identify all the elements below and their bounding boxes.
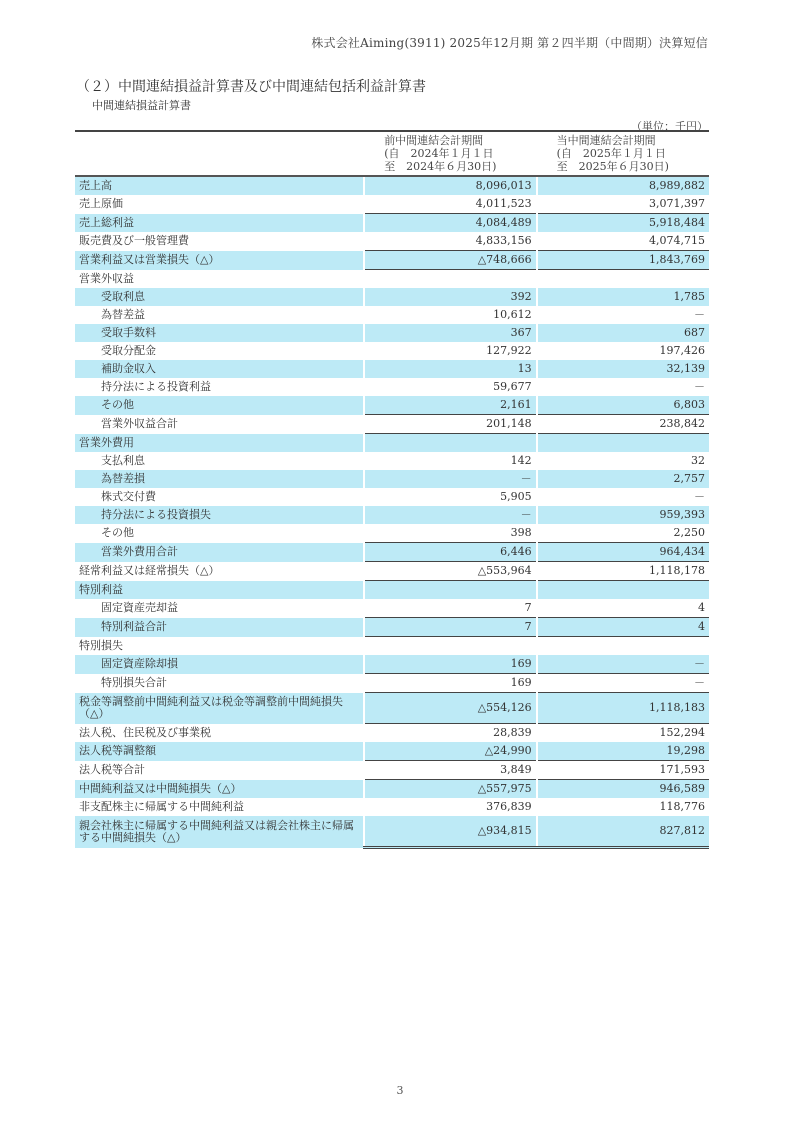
table-header-row	[75, 131, 709, 176]
prior-value: 3,849	[364, 761, 536, 780]
table-row	[75, 378, 709, 396]
row-label: その他	[75, 396, 364, 415]
table-row-subtotal	[75, 415, 709, 434]
row-label: 販売費及び一般管理費	[79, 234, 189, 248]
prior-value: 2,161	[364, 396, 536, 415]
row-label: 為替差益	[101, 308, 145, 321]
prior-value: 142	[364, 452, 536, 470]
header-prior-period	[364, 131, 536, 176]
prior-period-to: 至 2024年６月30日)	[384, 160, 497, 173]
unit-label: （単位：千円）	[631, 120, 708, 133]
prior-value: △553,964	[364, 562, 536, 581]
current-value: 2,757	[537, 470, 709, 488]
current-value: －	[537, 306, 709, 324]
table-row-subtotal	[75, 674, 709, 693]
current-period-to: 至 2025年６月30日)	[556, 160, 669, 173]
page-number: 3	[396, 1084, 404, 1097]
current-value: 959,393	[537, 506, 709, 524]
row-label: 為替差損	[75, 470, 364, 488]
table-row	[75, 798, 709, 816]
row-label: 特別損失	[79, 638, 123, 652]
row-label: 持分法による投資損失	[75, 506, 364, 524]
table-row	[75, 693, 709, 724]
row-label: 固定資産売却益	[101, 601, 178, 615]
current-value	[537, 434, 709, 453]
row-label: 受取利息	[75, 288, 364, 306]
table-row	[75, 742, 709, 761]
row-label: 税金等調整前中間純利益又は税金等調整前中間純損失（△）	[75, 693, 364, 724]
current-value: 152,294	[537, 724, 709, 743]
current-value: 827,812	[537, 816, 709, 848]
current-period-title: 当中間連結会計期間	[556, 134, 656, 147]
row-label: 法人税等合計	[79, 763, 145, 776]
prior-value: 392	[364, 288, 536, 306]
row-label: 固定資産除却損	[75, 655, 364, 674]
current-value: －	[537, 378, 709, 396]
prior-value: －	[364, 506, 536, 524]
prior-value: 7	[364, 618, 536, 637]
table-row	[75, 214, 709, 233]
prior-value: △934,815	[364, 816, 536, 848]
table-row	[75, 360, 709, 378]
prior-value: △24,990	[364, 742, 536, 761]
table-row	[75, 324, 709, 342]
prior-value: 59,677	[364, 378, 536, 396]
current-value: 4,074,715	[537, 232, 709, 251]
statement-subtitle: 中間連結損益計算書	[92, 99, 191, 112]
prior-value: △557,975	[364, 780, 536, 799]
current-value	[537, 270, 709, 289]
current-value: 1,118,183	[537, 693, 709, 724]
prior-value: 7	[364, 599, 536, 618]
row-label: その他	[101, 526, 134, 540]
table-row	[75, 396, 709, 415]
current-value: 1,785	[537, 288, 709, 306]
prior-value: 201,148	[364, 415, 536, 434]
table-row	[75, 342, 709, 360]
row-label: 特別損失合計	[101, 676, 167, 689]
row-label: 株式交付費	[101, 490, 156, 503]
table-row-section	[75, 434, 709, 453]
row-label: 営業外費用合計	[75, 543, 364, 562]
current-value: 4	[537, 618, 709, 637]
table-row-subtotal	[75, 618, 709, 637]
table-row-section	[75, 637, 709, 656]
row-label: 売上高	[75, 176, 364, 195]
table-row	[75, 195, 709, 214]
prior-value: 4,084,489	[364, 214, 536, 233]
row-label: 中間純利益又は中間純損失（△）	[75, 780, 364, 799]
prior-value: 4,833,156	[364, 232, 536, 251]
current-value: 238,842	[537, 415, 709, 434]
current-value: 964,434	[537, 543, 709, 562]
row-label: 経常利益又は経常損失（△）	[79, 564, 220, 577]
row-label: 非支配株主に帰属する中間純利益	[79, 800, 244, 813]
document-header: 株式会社Aiming(3911) 2025年12月期 第２四半期（中間期）決算短信	[311, 36, 708, 50]
row-label: 受取分配金	[101, 344, 156, 357]
current-value: 118,776	[537, 798, 709, 816]
current-value: 1,118,178	[537, 562, 709, 581]
prior-value	[364, 434, 536, 453]
table-row	[75, 655, 709, 674]
table-row-total	[75, 562, 709, 581]
prior-value: 13	[364, 360, 536, 378]
current-value: 8,989,882	[537, 176, 709, 195]
prior-value: －	[364, 470, 536, 488]
table-row-subtotal	[75, 543, 709, 562]
prior-value: 376,839	[364, 798, 536, 816]
prior-value: 5,905	[364, 488, 536, 506]
income-statement-table	[75, 130, 709, 849]
current-value: 687	[537, 324, 709, 342]
current-value: 197,426	[537, 342, 709, 360]
prior-value: 398	[364, 524, 536, 543]
current-value: 6,803	[537, 396, 709, 415]
prior-value	[364, 637, 536, 656]
current-value: 4	[537, 599, 709, 618]
prior-value: 169	[364, 674, 536, 693]
prior-value	[364, 581, 536, 600]
row-label: 受取手数料	[75, 324, 364, 342]
row-label: 営業外収益	[79, 271, 134, 285]
row-label: 法人税、住民税及び事業税	[79, 725, 211, 739]
table-row	[75, 288, 709, 306]
prior-value: △554,126	[364, 693, 536, 724]
row-label: 営業外費用	[75, 434, 364, 453]
prior-value: 4,011,523	[364, 195, 536, 214]
header-current-period	[537, 131, 709, 176]
current-value: 1,843,769	[537, 251, 709, 270]
current-value: 3,071,397	[537, 195, 709, 214]
prior-value: 8,096,013	[364, 176, 536, 195]
row-label: 持分法による投資利益	[101, 380, 211, 393]
current-value: 171,593	[537, 761, 709, 780]
current-value: 32,139	[537, 360, 709, 378]
table-row	[75, 506, 709, 524]
row-label: 支払利息	[101, 454, 145, 467]
prior-value	[364, 270, 536, 289]
prior-value: 10,612	[364, 306, 536, 324]
table-row	[75, 232, 709, 251]
current-value: 2,250	[537, 524, 709, 543]
table-row-subtotal	[75, 761, 709, 780]
current-value: 5,918,484	[537, 214, 709, 233]
row-label: 親会社株主に帰属する中間純利益又は親会社株主に帰属する中間純損失（△）	[75, 816, 364, 848]
current-value: －	[537, 488, 709, 506]
prior-period-from: (自 2024年１月１日	[384, 147, 494, 160]
prior-value: 6,446	[364, 543, 536, 562]
row-label: 特別利益	[75, 581, 364, 600]
table-row	[75, 306, 709, 324]
row-label: 法人税等調整額	[75, 742, 364, 761]
table-row	[75, 599, 709, 618]
table-row	[75, 524, 709, 543]
row-label: 営業外収益合計	[101, 417, 178, 430]
current-value: 946,589	[537, 780, 709, 799]
table-row	[75, 251, 709, 270]
table-row	[75, 452, 709, 470]
table-row-total	[75, 816, 709, 848]
prior-value: 28,839	[364, 724, 536, 743]
table-row	[75, 780, 709, 799]
section-title: （２）中間連結損益計算書及び中間連結包括利益計算書	[76, 79, 426, 95]
table-row	[75, 488, 709, 506]
prior-period-title: 前中間連結会計期間	[384, 134, 484, 147]
table-row	[75, 470, 709, 488]
row-label: 営業利益又は営業損失（△）	[75, 251, 364, 270]
current-value: －	[537, 674, 709, 693]
current-value	[537, 581, 709, 600]
current-value: －	[537, 655, 709, 674]
row-label: 特別利益合計	[75, 618, 364, 637]
current-value	[537, 637, 709, 656]
prior-value: 127,922	[364, 342, 536, 360]
current-period-from: (自 2025年１月１日	[556, 147, 666, 160]
row-label: 売上原価	[79, 197, 123, 211]
header-label-column	[75, 131, 364, 176]
row-label: 売上総利益	[75, 214, 364, 233]
prior-value: 169	[364, 655, 536, 674]
table-row-section	[75, 270, 709, 289]
current-value: 32	[537, 452, 709, 470]
row-label: 補助金収入	[75, 360, 364, 378]
table-row-section	[75, 581, 709, 600]
table-row	[75, 724, 709, 743]
prior-value: 367	[364, 324, 536, 342]
current-value: 19,298	[537, 742, 709, 761]
prior-value: △748,666	[364, 251, 536, 270]
table-row	[75, 176, 709, 195]
